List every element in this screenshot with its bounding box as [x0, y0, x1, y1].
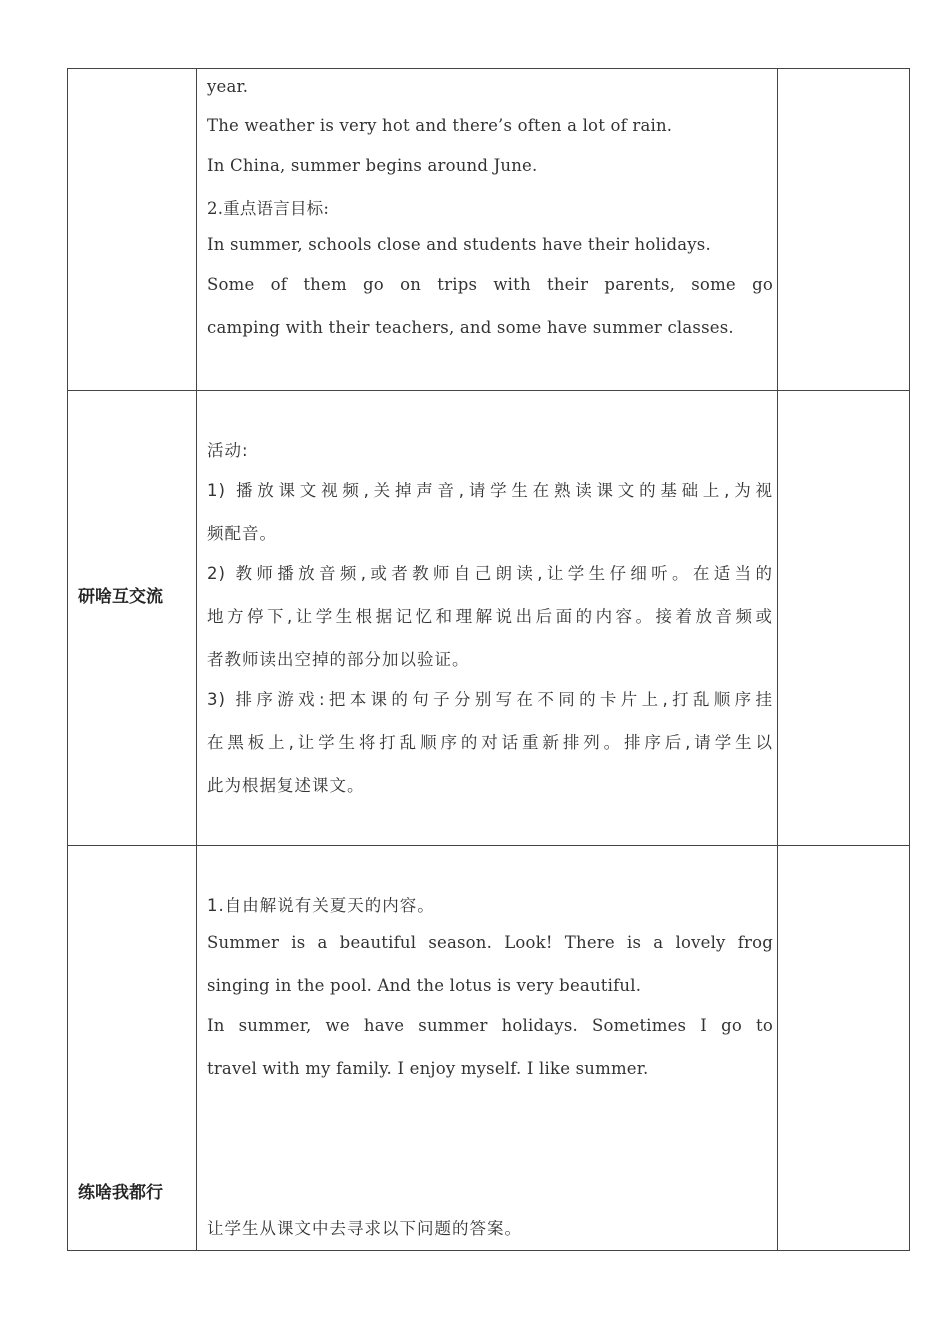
content-line: singing in the pool. And the lotus is very beautiful.	[207, 976, 642, 995]
row-divider	[68, 845, 909, 846]
row-label: 研啥互交流	[78, 587, 163, 607]
content-line: 让学生从课文中去寻求以下问题的答案。	[207, 1219, 522, 1238]
column-divider	[777, 69, 778, 1250]
content-line: 频配音。	[207, 524, 277, 543]
content-line: Summer is a beautiful season. Look! There is a lovely frog	[207, 933, 773, 952]
content-line: 2) 教师播放音频,或者教师自己朗读,让学生仔细听。在适当的	[207, 564, 773, 583]
content-line: travel with my family. I enjoy myself. I like summer.	[207, 1059, 649, 1078]
content-line: 1) 播放课文视频,关掉声音,请学生在熟读课文的基础上,为视	[207, 481, 773, 500]
content-line: 此为根据复述课文。	[207, 776, 365, 795]
content-line: year.	[207, 77, 249, 96]
content-line: 在黑板上,让学生将打乱顺序的对话重新排列。排序后,请学生以	[207, 733, 773, 752]
content-line: In summer, we have summer holidays. Sometimes I go to	[207, 1016, 773, 1035]
content-line: In China, summer begins around June.	[207, 156, 538, 175]
content-line: 3) 排序游戏:把本课的句子分别写在不同的卡片上,打乱顺序挂	[207, 690, 773, 709]
content-line: 活动:	[207, 441, 249, 460]
content-line: camping with their teachers, and some have summer classes.	[207, 318, 734, 337]
content-line: In summer, schools close and students have their holidays.	[207, 235, 711, 254]
content-line: 者教师读出空掉的部分加以验证。	[207, 650, 470, 669]
row-divider	[68, 390, 909, 391]
lesson-plan-table	[67, 68, 910, 1251]
row-label: 练啥我都行	[78, 1183, 163, 1203]
content-line: 1.自由解说有关夏天的内容。	[207, 896, 435, 915]
content-line: 2.重点语言目标:	[207, 199, 330, 218]
content-line: 地方停下,让学生根据记忆和理解说出后面的内容。接着放音频或	[207, 607, 773, 626]
content-line: The weather is very hot and there’s often a lot of rain.	[207, 116, 673, 135]
column-divider	[196, 69, 197, 1250]
content-line: Some of them go on trips with their parents, some go	[207, 275, 773, 294]
